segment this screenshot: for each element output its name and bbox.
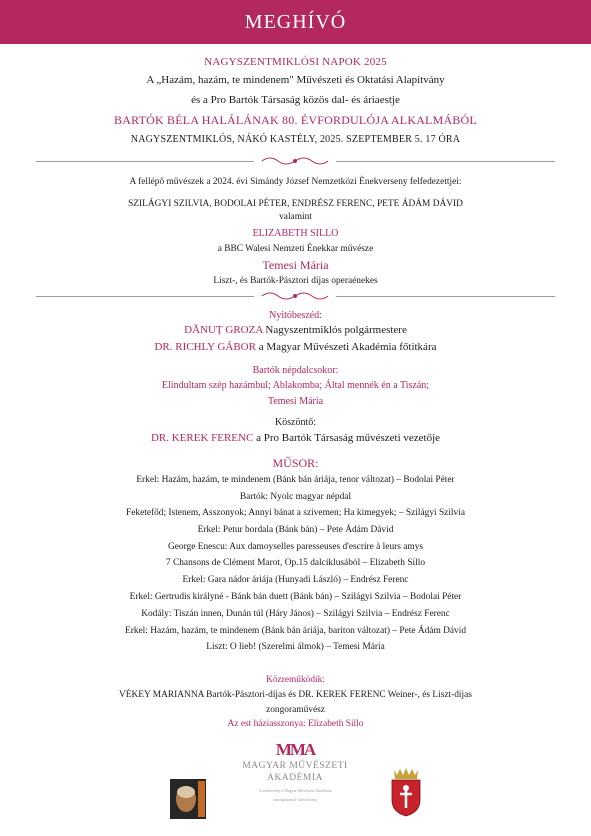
performers-intro: A fellépő művészek a 2024. évi Simándy József Nemzetközi Énekverseny felfedezettjei: <box>129 177 462 187</box>
hostess-line: Az est háziasszonya: Elizabeth Sillo <box>227 719 364 729</box>
speaker2-name: DR. RICHLY GÁBOR <box>154 341 256 353</box>
greeting-name: DR. KEREK FERENC <box>150 432 254 444</box>
contrib-label: Közreműködik: <box>266 675 325 685</box>
greeting-line <box>0 432 591 444</box>
greeting-role: a Pro Bartók Társaság művészeti vezetője <box>256 432 441 444</box>
divider-right <box>336 161 555 162</box>
guest1-name: ELIZABETH SILLO <box>252 228 339 239</box>
divider-left-2 <box>36 296 254 297</box>
speaker2-role: a Magyar Művészeti Akadémia főtitkára <box>258 341 437 353</box>
program-item: Feketefőd; Istenem, Asszonyok; Annyi bánat a szívemen; Ha kimegyek; – Szilágyi Szilvia <box>126 508 465 518</box>
mma-small-1: A rendezvény a Magyar Művészeti Akadémia <box>258 788 332 793</box>
invitation-title: MEGHÍVÓ <box>244 10 347 33</box>
mma-logo <box>240 740 350 802</box>
valamint-text: valamint <box>279 212 312 222</box>
folksongs-list: Elindultam szép hazámbul; Ablakomba; Által mennék én a Tiszán; <box>161 380 430 391</box>
contrib-line-2: zongoraművész <box>266 705 325 715</box>
program-item: George Enescu: Aux damoyselles paresseuses d'escrire à leurs amys <box>167 542 424 552</box>
mma-mark: MMA <box>275 740 315 759</box>
performers-names: SZILÁGYI SZILVIA, BODOLAI PÉTER, ENDRÉSZ FERENC, PETE ÁDÁM DÁVID <box>128 199 463 209</box>
program-item: 7 Chansons de Clément Marot, Op.15 dalciklusából – Elizabeth Sillo <box>165 558 426 568</box>
bartok-portrait-image <box>170 779 206 819</box>
speaker1-role: Nagyszentmiklós polgármestere <box>265 324 407 336</box>
program-item: Liszt: O lieb! (Szerelmi álmok) – Temesi Mária <box>206 642 385 652</box>
folksongs-label: Bartók népdalcsokor: <box>252 365 339 376</box>
foundation-line: A „Hazám, hazám, te mindenem" Művészeti és Oktatási Alapítvány <box>146 74 445 86</box>
greeting-label: Köszöntő: <box>274 417 317 428</box>
program-title: MŰSOR: <box>272 456 319 470</box>
speaker1-name: DĂNUȚ GROZA <box>184 324 263 336</box>
mma-name-2: AKADÉMIA <box>267 773 323 783</box>
society-line: és a Pro Bartók Társaság közös dal- és áriaestje <box>191 94 400 106</box>
program-item: Erkel: Gara nádor áriája (Hunyadi László) – Endrész Ferenc <box>182 575 409 585</box>
program-item: Erkel: Hazám, hazám, te mindenem (Bánk bán áriája, bariton változat) – Pete Ádám Dávid <box>124 626 466 636</box>
guest2-name: Temesi Mária <box>262 258 329 272</box>
opening-speaker-1 <box>0 324 591 336</box>
program-item: Erkel: Gertrudis királyné - Bánk bán duett (Bánk bán) – Szilágyi Szilvia – Bodolai Péter <box>129 592 462 602</box>
opening-label: Nyitóbeszéd: <box>269 310 322 321</box>
header-banner <box>0 0 591 44</box>
program-item: Kodály: Tiszán innen, Dunán túl (Háry János) – Szilágyi Szilvia – Endrész Ferenc <box>141 609 450 619</box>
folksongs-performer: Temesi Mária <box>267 396 324 407</box>
event-name: NAGYSZENTMIKLÓSI NAPOK 2025 <box>204 56 387 68</box>
divider-left <box>36 161 254 162</box>
anniversary-line: BARTÓK BÉLA HALÁLÁNAK 80. ÉVFORDULÓJA ALKALMÁBÓL <box>114 113 477 127</box>
city-crest-icon <box>388 766 424 818</box>
ornament-divider <box>260 155 330 167</box>
contrib-line-1: VÉKEY MARIANNA Bartók-Pásztori-díjas és DR. KEREK FERENC Weiner-, és Liszt-díjas <box>119 690 472 700</box>
guest1-desc: a BBC Walesi Nemzeti Énekkar művésze <box>217 244 374 254</box>
guest2-desc: Liszt-, és Bartók-Pásztori díjas operaénekes <box>213 276 378 286</box>
mma-small-2: támogatásával valósul meg <box>273 797 317 802</box>
program-item: Erkel: Petur bordala (Bánk bán) – Pete Ádám Dávid <box>197 525 394 535</box>
mma-name-1: MAGYAR MŰVÉSZETI <box>242 761 348 771</box>
opening-speaker-2 <box>0 341 591 353</box>
ornament-divider-2 <box>260 290 330 302</box>
venue-line: NAGYSZENTMIKLÓS, NÁKÓ KASTÉLY, 2025. SZEPTEMBER 5. 17 ÓRA <box>130 134 461 145</box>
divider-right-2 <box>336 296 555 297</box>
program-item: Bartók: Nyolc magyar népdal <box>239 492 352 502</box>
program-item: Erkel: Hazám, hazám, te mindenem (Bánk bán áriája, tenor változat) – Bodolai Péter <box>136 475 455 485</box>
